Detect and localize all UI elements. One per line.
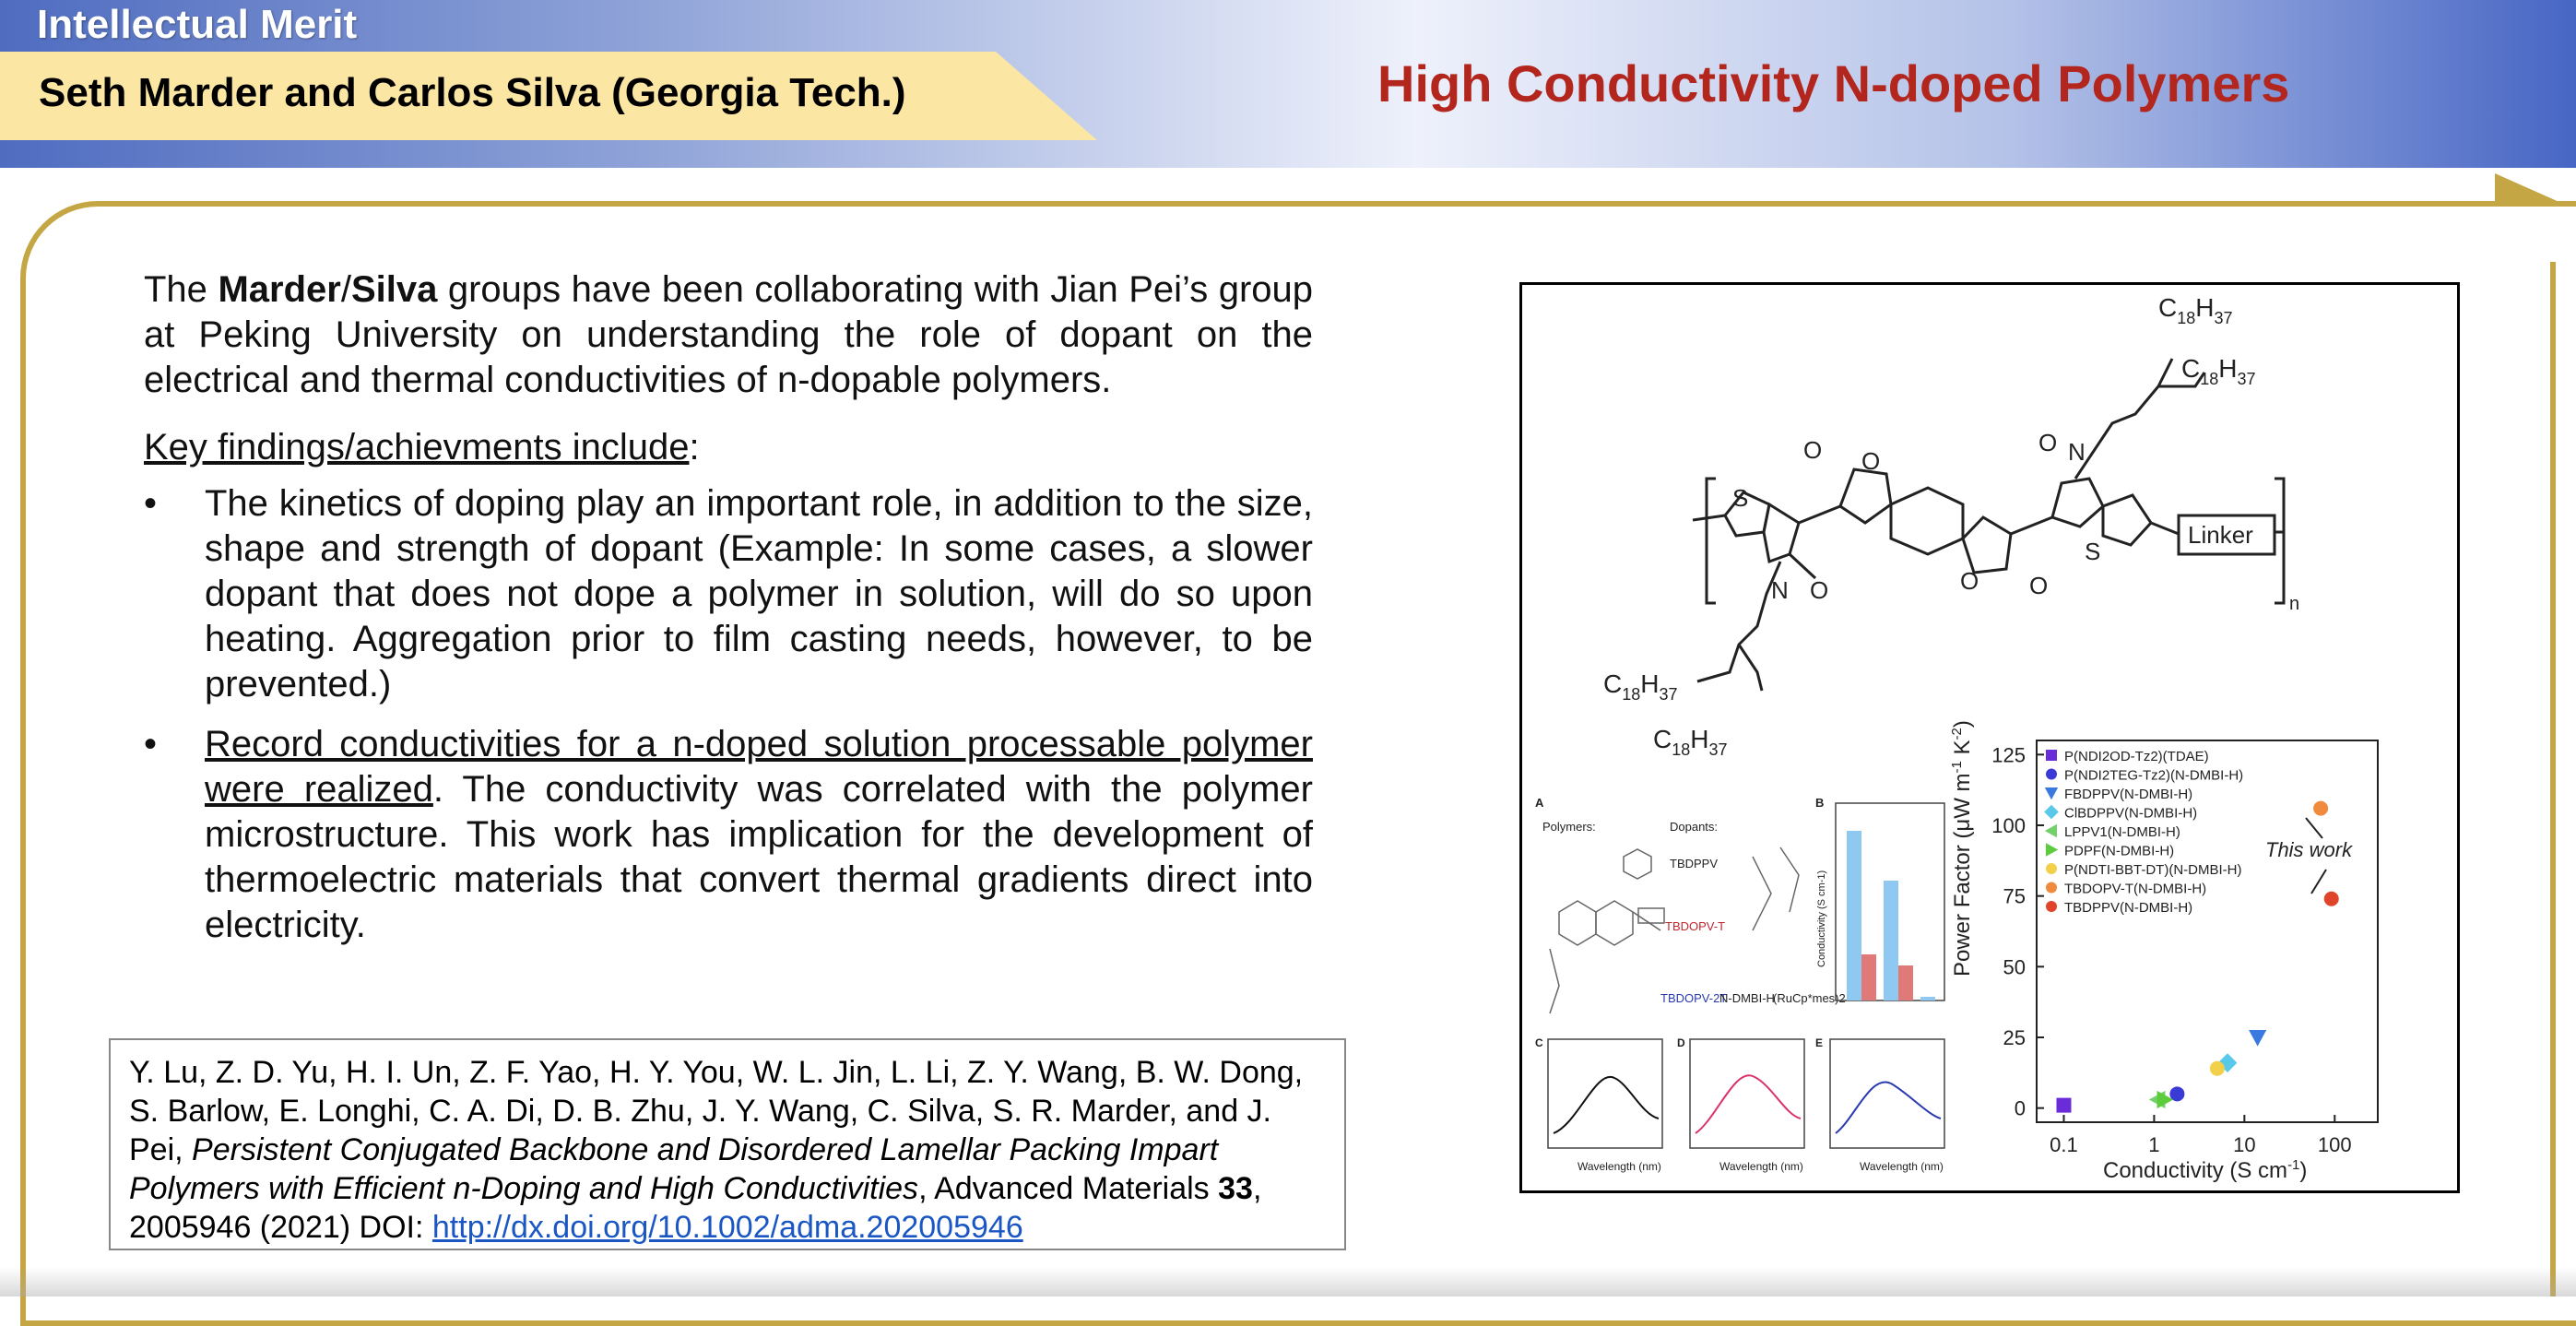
chain-label-top-1: $C_{18}H_{37}$ xyxy=(2158,293,2233,327)
panel-c-label: C xyxy=(1535,1036,1543,1049)
figure-svg xyxy=(1522,285,2457,1190)
text-column xyxy=(144,267,1313,963)
y-tick-label: 0 xyxy=(2014,1096,2026,1120)
atom-s-right: S xyxy=(2085,538,2101,565)
legend-marker xyxy=(2046,882,2057,894)
atom-o-2: O xyxy=(1803,436,1823,464)
reference-volume: 33 xyxy=(1218,1171,1253,1206)
legend-marker xyxy=(2046,750,2057,761)
x-tick-label: 1 xyxy=(2148,1133,2160,1156)
scatter-chart xyxy=(1949,720,2378,1183)
legend-entry: P(NDI2TEG-Tz2)(N-DMBI-H) xyxy=(2064,767,2244,784)
reference-title: Persistent Conjugated Backbone and Disordered Lamellar Packing Impart Polymers with Efficient n-Doping and High Conductivities xyxy=(129,1132,1219,1206)
ruc-label: (RuCp*mes)2 xyxy=(1773,991,1846,1005)
atom-o-3: O xyxy=(1861,447,1881,475)
bond xyxy=(1693,515,1725,520)
lactone-ring-left xyxy=(1840,469,1891,523)
this-work-annotation: This work xyxy=(2265,838,2353,861)
findings-heading-text: Key findings/achievments include xyxy=(144,427,690,468)
repeat-n-label: n xyxy=(2289,594,2300,614)
pi-names: Seth Marder and Carlos Silva (Georgia Tech.) xyxy=(39,70,906,115)
bond xyxy=(1790,506,1840,578)
chain-label-top-2: $C_{18}H_{37}$ xyxy=(2181,354,2256,388)
atom-o-5: O xyxy=(2029,572,2049,599)
y-tick-label: 100 xyxy=(1991,814,2026,837)
panel-e-xlabel: Wavelength (nm) xyxy=(1860,1160,1944,1173)
panel-e-label: E xyxy=(1815,1036,1824,1049)
legend-marker xyxy=(2046,901,2057,912)
legend-entry: FBDPPV(N-DMBI-H) xyxy=(2064,787,2193,802)
intro-prefix: The xyxy=(144,269,219,310)
y-tick-label: 75 xyxy=(2003,884,2026,908)
doi-link[interactable]: http://dx.doi.org/10.1002/adma.202005946 xyxy=(431,1210,1023,1245)
data-point xyxy=(2324,892,2339,906)
bar-tbdopv-t-ruc xyxy=(1898,965,1913,1000)
finding-2-text: . The conductivity was correlated with the polymer microstructure. This work has implication for the development of thermoelectric materials that convert thermal gradients direct into electricity. xyxy=(205,769,1313,945)
chain-label-bottom-2: $C_{18}H_{37}$ xyxy=(1653,725,1728,759)
reference-box xyxy=(109,1038,1346,1250)
legend-marker xyxy=(2044,805,2059,820)
legend-entry: P(NDTI-BBT-DT)(N-DMBI-H) xyxy=(2064,862,2242,878)
legend-entry: P(NDI2OD-Tz2)(TDAE) xyxy=(2064,749,2209,764)
tbdppv-label: TBDPPV xyxy=(1670,857,1719,870)
legend-entry: ClBDPPV(N-DMBI-H) xyxy=(2064,805,2198,822)
data-point xyxy=(2056,1098,2071,1113)
page-title: High Conductivity N-doped Polymers xyxy=(1377,54,2290,112)
legend-marker xyxy=(2045,787,2058,799)
panel-d-label: D xyxy=(1677,1036,1685,1049)
panel-c-frame xyxy=(1548,1039,1662,1148)
legend-marker xyxy=(2045,824,2057,837)
frame-right-edge xyxy=(2550,262,2556,1296)
data-point xyxy=(2313,801,2328,816)
bar-tbdppv-ndmbi xyxy=(1847,831,1861,1000)
org-label: Intellectual Merit xyxy=(37,2,358,47)
tbdopv-t-label: TBDOPV-T xyxy=(1665,919,1726,933)
data-point xyxy=(2210,1061,2225,1076)
list-item xyxy=(144,481,1313,707)
panel-d-frame xyxy=(1690,1039,1804,1148)
bullet-icon: • xyxy=(144,724,158,764)
panel-c-xlabel: Wavelength (nm) xyxy=(1578,1160,1661,1173)
list-item xyxy=(144,722,1313,948)
tbdopv-2t-label: TBDOPV-2T xyxy=(1660,991,1728,1005)
panel-e-frame xyxy=(1830,1039,1944,1148)
atom-o-1: O xyxy=(1810,576,1829,604)
legend-marker xyxy=(2046,863,2057,874)
findings-heading xyxy=(144,425,1313,470)
legend-entry: TBDPPV(N-DMBI-H) xyxy=(2064,900,2193,916)
panel-a-label: A xyxy=(1535,796,1544,810)
bond xyxy=(2011,517,2052,534)
intro-name-silva: Silva xyxy=(350,269,438,310)
reference-journal: , Advanced Materials xyxy=(918,1171,1219,1206)
data-point xyxy=(2249,1030,2266,1047)
dopants-label: Dopants: xyxy=(1670,820,1719,834)
intro-paragraph xyxy=(144,267,1313,403)
legend-marker xyxy=(2046,843,2058,856)
bracket-left xyxy=(1707,479,1716,603)
legend-entry: TBDOPV-T(N-DMBI-H) xyxy=(2064,881,2207,897)
polymers-label: Polymers: xyxy=(1542,820,1596,834)
intro-slash: / xyxy=(340,269,351,310)
intro-rest: groups have been collaborating with Jian Pei’s group at Peking University on understanding the role of dopant on the electrical and thermal conductivities of n-dopable polymers. xyxy=(144,269,1313,400)
x-tick-label: 0.1 xyxy=(2050,1133,2078,1156)
pyrrole-ring-right xyxy=(2052,479,2103,527)
legend-marker xyxy=(2046,769,2057,780)
y-tick-label: 50 xyxy=(2003,955,2026,979)
x-tick-label: 100 xyxy=(2317,1133,2352,1156)
ndmbi-label: N-DMBI-H xyxy=(1719,991,1775,1005)
thiophene-ring-right xyxy=(2103,495,2151,545)
panel-a xyxy=(1535,796,1846,1013)
atom-s-left: S xyxy=(1732,484,1749,512)
figure-panel xyxy=(1519,282,2460,1193)
scatter-xlabel: Conductivity (S $cm^{-1}$) xyxy=(2103,1157,2308,1183)
bottom-shadow xyxy=(0,1267,2576,1296)
findings-colon: : xyxy=(689,427,700,468)
bar-tbdppv-ruc xyxy=(1861,954,1876,1000)
atom-o-6: O xyxy=(2038,429,2058,456)
spectrum-d xyxy=(1696,1075,1801,1133)
spectrum-e xyxy=(1836,1082,1941,1133)
finding-2-highlight: Record conductivities for a n-doped solution processable polymer were realized xyxy=(205,724,1313,810)
finding-1-text: The kinetics of doping play an important role, in addition to the size, shape and strength of dopant (Example: In some cases, a slower dopant that does not dope a polymer in solution, will do so upon heating. Aggregation prior to film casting needs, however, to be prevented.) xyxy=(205,483,1313,704)
legend-entry: LPPV1(N-DMBI-H) xyxy=(2064,824,2180,840)
spectrum-c xyxy=(1554,1077,1659,1133)
atom-n-left: N xyxy=(1771,576,1789,604)
pyrrole-ring-left xyxy=(1764,504,1799,562)
panel-b xyxy=(1815,796,1944,1000)
atom-o-4: O xyxy=(1960,567,1979,595)
intro-name-marder: Marder xyxy=(218,269,341,310)
panels-cde xyxy=(1535,1036,1944,1173)
alkyl-chain-bottom xyxy=(1697,562,1780,691)
lactone-ring-right xyxy=(1963,517,2011,573)
atom-n-right: N xyxy=(2068,438,2086,466)
x-tick-label: 10 xyxy=(2233,1133,2256,1156)
findings-list xyxy=(144,481,1313,948)
legend-entry: PDPF(N-DMBI-H) xyxy=(2064,843,2175,859)
chain-label-bottom-1: $C_{18}H_{37}$ xyxy=(1603,669,1678,704)
bullet-icon: • xyxy=(144,483,158,524)
frame-arrow-icon xyxy=(2495,173,2561,203)
panel-b-ylabel: Conductivity (S cm-1) xyxy=(1816,870,1827,967)
bar-tbdopv-2t-ndmbi xyxy=(1920,997,1935,1000)
linker-label: Linker xyxy=(2188,521,2253,549)
scatter-ylabel: Power Factor (μW $m^{-1}$ $K^{-2}$) xyxy=(1949,720,1975,977)
panel-b-label: B xyxy=(1815,796,1825,810)
reference-pages: , 2005946 (2021) DOI: xyxy=(129,1171,1262,1245)
y-tick-label: 25 xyxy=(2003,1026,2026,1049)
y-tick-label: 125 xyxy=(1991,743,2026,767)
panel-d-xlabel: Wavelength (nm) xyxy=(1719,1160,1803,1173)
reference-authors: Y. Lu, Z. D. Yu, H. I. Un, Z. F. Yao, H. Y. You, W. L. Jin, L. Li, Z. Y. Wang, B. W. Dong, S. Barlow, E. Longhi, C. A. Di, D. B. Zhu, J. Y. Wang, C. Silva, S. R. Marder, and J. Pei, xyxy=(129,1055,1304,1167)
benzene-ring xyxy=(1891,488,1963,554)
bar-tbdopv-t-ndmbi xyxy=(1884,881,1898,1000)
